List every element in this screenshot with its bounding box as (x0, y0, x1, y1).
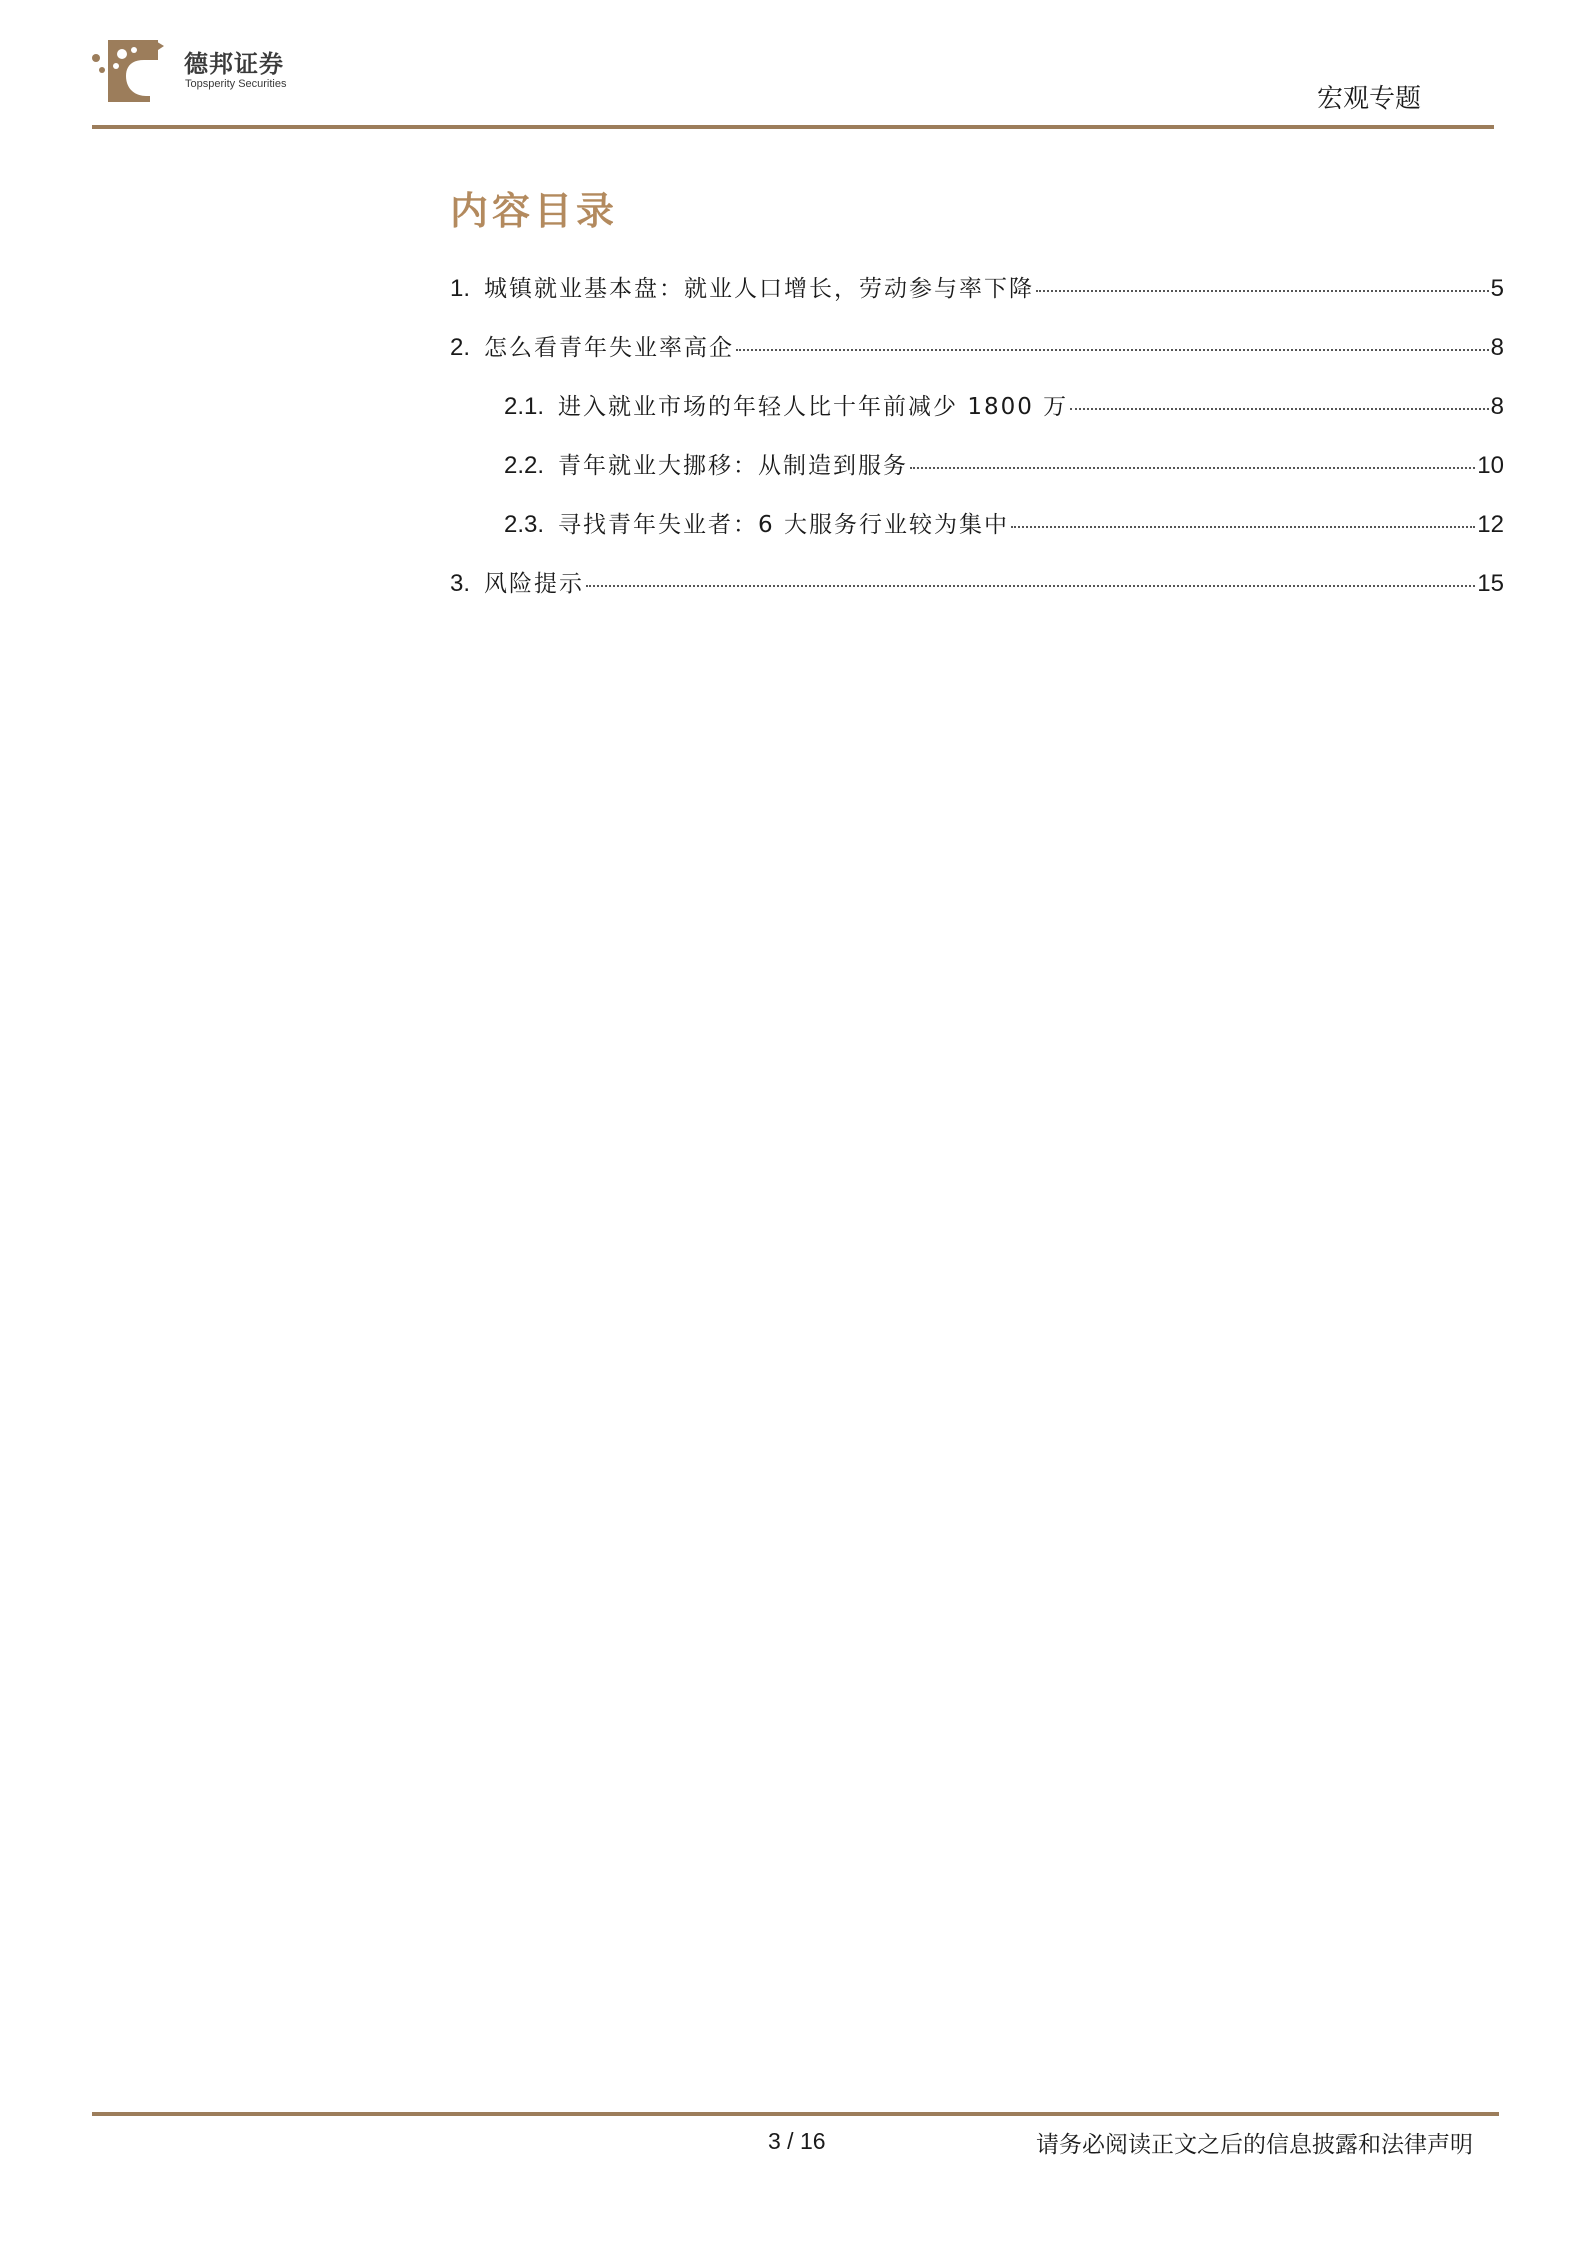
toc-entry[interactable] (450, 447, 1504, 506)
toc-entry-number: 3. (450, 570, 471, 597)
toc-entry-page: 5 (1490, 275, 1504, 302)
toc-entry-number: 2.3. (504, 511, 545, 538)
toc-entry[interactable] (450, 565, 1504, 624)
toc-entry[interactable] (450, 270, 1504, 329)
toc-dot-leader (1036, 290, 1489, 292)
toc-title: 内容目录 (450, 188, 619, 233)
toc-entry-text: 怎么看青年失业率高企 (484, 335, 735, 361)
toc-entry-text: 风险提示 (484, 571, 585, 597)
toc-entry-text: 城镇就业基本盘：就业人口增长，劳动参与率下降 (484, 276, 1035, 302)
toc-entry-number: 2. (450, 334, 471, 361)
toc-entry-page: 8 (1490, 334, 1504, 361)
toc-entry-page: 8 (1490, 393, 1504, 420)
footer-divider (92, 2112, 1499, 2116)
toc-entry[interactable] (450, 388, 1504, 447)
legal-disclaimer-note: 请务必阅读正文之后的信息披露和法律声明 (1036, 2132, 1473, 2158)
toc-dot-leader (1070, 408, 1488, 410)
toc-entry[interactable] (450, 506, 1504, 565)
page-indicator: 3 / 16 (768, 2128, 826, 2154)
toc-dot-leader (910, 467, 1475, 469)
toc-entry-text: 进入就业市场的年轻人比十年前减少 1800 万 (558, 394, 1069, 420)
report-type-label: 宏观专题 (1316, 84, 1421, 114)
toc-entry[interactable] (450, 329, 1504, 388)
toc-entry-text: 寻找青年失业者：6 大服务行业较为集中 (558, 512, 1009, 538)
company-logo (88, 36, 318, 108)
toc-entry-number: 2.2. (504, 452, 545, 479)
company-name-cn: 德邦证券 (184, 50, 284, 78)
toc-entry-page: 10 (1477, 452, 1504, 479)
toc-dot-leader (586, 585, 1475, 587)
toc-entry-number: 2.1. (504, 393, 545, 420)
toc-entry-page: 15 (1477, 570, 1504, 597)
toc-list (450, 270, 1504, 624)
company-name-en: Topsperity Securities (185, 78, 287, 90)
toc-entry-number: 1. (450, 275, 471, 302)
toc-entry-page: 12 (1477, 511, 1504, 538)
header-divider (92, 125, 1494, 129)
company-logo-icon (88, 36, 166, 104)
toc-dot-leader (1011, 526, 1475, 528)
toc-entry-text: 青年就业大挪移：从制造到服务 (558, 453, 909, 479)
toc-dot-leader (736, 349, 1489, 351)
